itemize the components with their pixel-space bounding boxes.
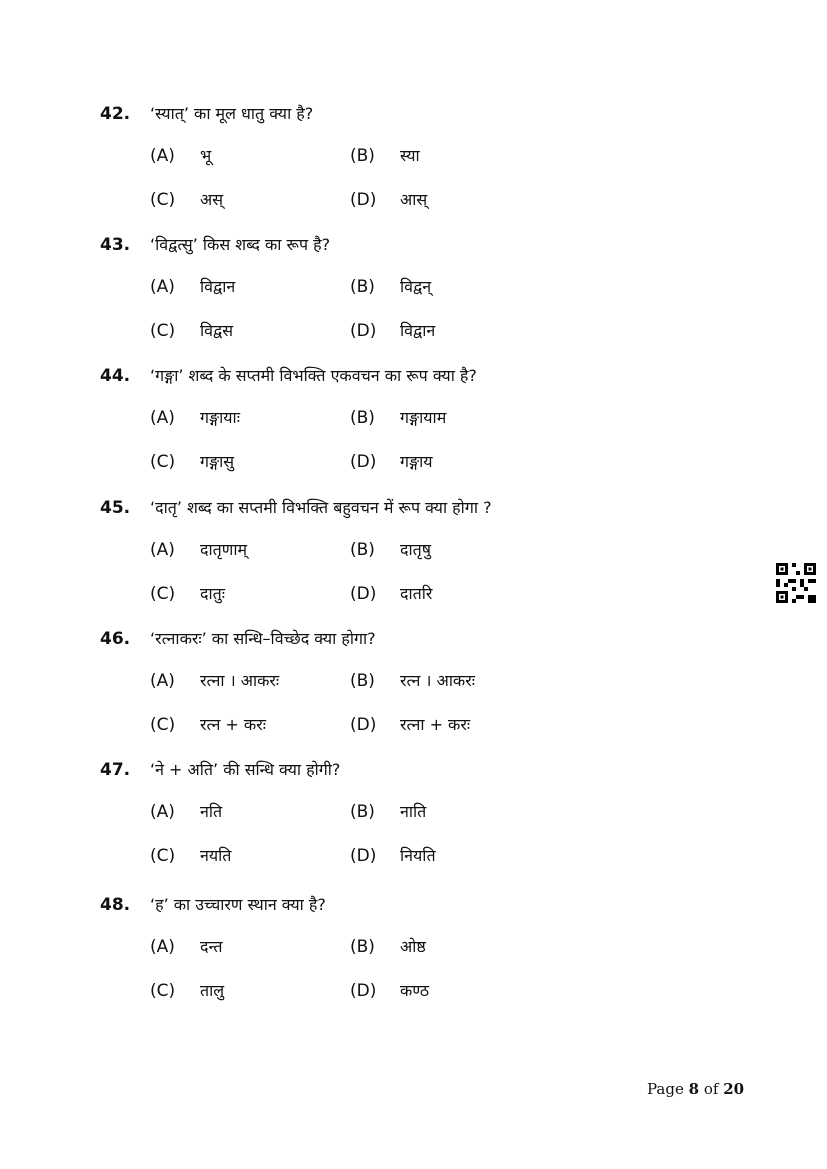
page-footer — [647, 1080, 744, 1098]
option-d: (D) नियति — [350, 846, 436, 866]
question-43 — [100, 233, 740, 349]
question-text: ‘ह’ का उच्चारण स्थान क्या है? — [150, 895, 326, 914]
option-a: (A) रत्ना । आकरः — [150, 671, 280, 691]
question-number: 43. — [100, 235, 131, 255]
question-number: 42. — [100, 104, 131, 124]
option-b: (B) रत्न । आकरः — [350, 671, 475, 691]
option-a: (A) नति — [150, 802, 223, 822]
of-word: of — [703, 1080, 719, 1098]
option-b: (B) स्या — [350, 146, 420, 166]
question-44 — [100, 364, 740, 480]
option-d: (D) आस् — [350, 190, 428, 210]
question-45 — [100, 496, 740, 612]
option-c: (C) रत्न + करः — [150, 715, 266, 735]
option-c: (C) अस् — [150, 190, 224, 210]
question-46 — [100, 627, 740, 743]
question-text: ‘दातृ’ शब्द का सप्तमी विभक्ति बहुवचन में रूप क्या होगा ? — [150, 498, 492, 517]
question-number: 46. — [100, 629, 131, 649]
question-number: 47. — [100, 760, 131, 780]
option-a: (A) दन्त — [150, 937, 223, 957]
option-a: (A) दातृणाम् — [150, 540, 248, 560]
question-text: ‘ने + अति’ की सन्धि क्या होगी? — [150, 760, 341, 779]
option-a: (A) गङ्गायाः — [150, 408, 240, 428]
question-number: 44. — [100, 366, 131, 386]
option-c: (C) गङ्गासु — [150, 452, 235, 472]
option-c: (C) तालु — [150, 981, 225, 1001]
option-b: (B) विद्वन् — [350, 277, 432, 297]
option-c: (C) नयति — [150, 846, 232, 866]
option-c: (C) विद्वस — [150, 321, 234, 341]
option-b: (B) ओष्ठ — [350, 937, 426, 957]
option-d: (D) विद्वान — [350, 321, 436, 341]
question-text: ‘गङ्गा’ शब्द के सप्तमी विभक्ति एकवचन का रूप क्या है? — [150, 366, 477, 385]
option-d: (D) दातरि — [350, 584, 433, 604]
option-b: (B) गङ्गायाम — [350, 408, 447, 428]
question-text: ‘स्यात्’ का मूल धातु क्या है? — [150, 104, 314, 123]
question-42 — [100, 102, 740, 218]
option-d: (D) कण्ठ — [350, 981, 430, 1001]
option-a: (A) विद्वान — [150, 277, 236, 297]
option-c: (C) दातुः — [150, 584, 225, 604]
question-47 — [100, 758, 740, 874]
question-text: ‘विद्वत्सु’ किस शब्द का रूप है? — [150, 235, 331, 254]
total-pages: 20 — [723, 1080, 745, 1098]
question-number: 48. — [100, 895, 131, 915]
option-a: (A) भू — [150, 146, 212, 166]
question-text: ‘रत्नाकरः’ का सन्धि–विच्छेद क्या होगा? — [150, 629, 376, 648]
qr-code-icon — [776, 563, 816, 603]
question-48 — [100, 893, 740, 1009]
question-number: 45. — [100, 498, 131, 518]
page-word: Page — [647, 1080, 684, 1098]
option-b: (B) नाति — [350, 802, 427, 822]
option-b: (B) दातृषु — [350, 540, 432, 560]
current-page: 8 — [688, 1080, 700, 1098]
option-d: (D) रत्ना + करः — [350, 715, 471, 735]
option-d: (D) गङ्गाय — [350, 452, 433, 472]
